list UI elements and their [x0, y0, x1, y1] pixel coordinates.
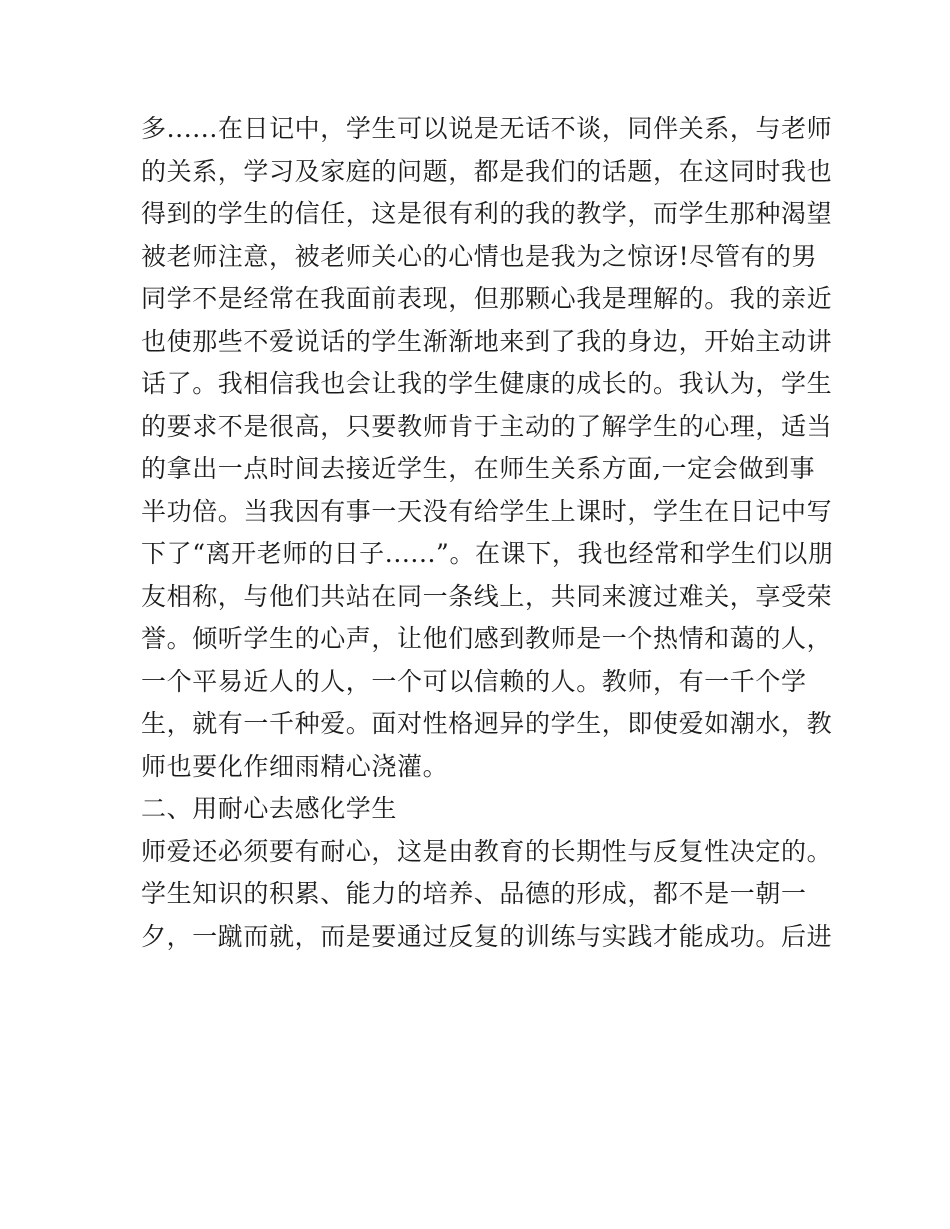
text-line: 师爱还必须要有耐心，这是由教育的长期性与反复性决定的。	[141, 836, 833, 866]
text-line: 得到的学生的信任，这是很有利的我的教学，而学生那种渴望	[141, 199, 833, 228]
text-line: 也使那些不爱说话的学生渐渐地来到了我的身边，开始主动讲	[141, 326, 833, 356]
document-body	[141, 108, 834, 958]
text-line: 同学不是经常在我面前表现，但那颗心我是理解的。我的亲近	[141, 284, 833, 313]
text-line: 的要求不是很高，只要教师肯于主动的了解学生的心理，适当	[141, 411, 833, 441]
text-line: 的关系，学习及家庭的问题，都是我们的话题，在这同时我也	[141, 156, 833, 186]
text-line: 下了“离开老师的日子......”。在课下，我也经常和学生们以朋	[141, 539, 834, 568]
text-line: 话了。我相信我也会让我的学生健康的成长的。我认为，学生	[141, 369, 833, 398]
text-line: 半功倍。当我因有事一天没有给学生上课时，学生在日记中写	[141, 496, 833, 526]
text-line: 的拿出一点时间去接近学生，在师生关系方面,一定会做到事	[141, 454, 816, 483]
text-line: 生，就有一千种爱。面对性格迥异的学生，即使爱如潮水，教	[141, 709, 833, 738]
section-heading: 二、用耐心去感化学生	[141, 794, 398, 823]
text-line: 被老师注意，被老师关心的心情也是我为之惊讶!尽管有的男	[141, 241, 818, 271]
text-line: 多......在日记中，学生可以说是无话不谈，同伴关系，与老师	[141, 114, 833, 143]
text-line: 誉。倾听学生的心声，让他们感到教师是一个热情和蔼的人，	[141, 624, 833, 653]
text-line: 一个平易近人的人，一个可以信赖的人。教师，有一千个学	[141, 666, 807, 696]
text-line: 师也要化作细雨精心浇灌。	[141, 751, 449, 781]
text-line: 学生知识的积累、能力的培养、品德的形成，都不是一朝一	[141, 879, 807, 908]
text-line: 夕，一蹴而就，而是要通过反复的训练与实践才能成功。后进	[141, 921, 833, 951]
text-line: 友相称，与他们共站在同一条线上，共同来渡过难关，享受荣	[141, 581, 833, 611]
